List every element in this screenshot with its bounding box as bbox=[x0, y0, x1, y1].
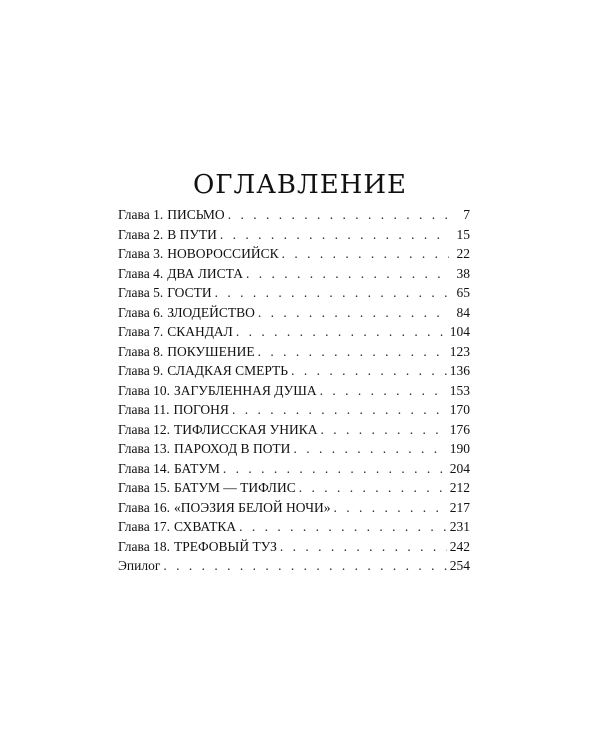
page-number: 231 bbox=[449, 519, 470, 534]
dot-leader bbox=[215, 283, 449, 303]
toc-entry bbox=[118, 556, 470, 576]
chapter-title: ПАРОХОД В ПОТИ bbox=[173, 441, 291, 456]
toc-entry bbox=[118, 322, 470, 342]
chapter-number: Глава 9. bbox=[118, 363, 164, 378]
dot-leader bbox=[223, 459, 447, 479]
chapter-title: СХВАТКА bbox=[173, 519, 237, 534]
page-number: 65 bbox=[456, 285, 470, 300]
page-number: 176 bbox=[449, 421, 470, 437]
dot-leader bbox=[232, 400, 447, 420]
dot-leader bbox=[258, 303, 449, 323]
dot-leader bbox=[258, 342, 447, 362]
page-number: 38 bbox=[456, 265, 470, 281]
chapter-number: Глава 14. bbox=[118, 460, 170, 476]
toc-entry bbox=[118, 498, 470, 518]
dot-leader bbox=[320, 420, 446, 440]
chapter-title: ЗЛОДЕЙСТВО bbox=[167, 304, 255, 320]
chapter-title: ТИФЛИССКАЯ УНИКА bbox=[173, 421, 318, 437]
chapter-title: ПИСЬМО bbox=[167, 207, 225, 222]
chapter-number: Глава 10. bbox=[118, 382, 170, 398]
chapter-title: Эпилог bbox=[118, 558, 161, 573]
dot-leader bbox=[163, 556, 446, 576]
chapter-number: Глава 5. bbox=[118, 285, 164, 300]
toc-entry bbox=[118, 361, 470, 381]
chapter-title: ДВА ЛИСТА bbox=[167, 265, 243, 281]
dot-leader bbox=[299, 478, 447, 498]
toc-entry bbox=[118, 459, 470, 479]
toc-entry bbox=[118, 205, 470, 225]
chapter-number: Глава 17. bbox=[118, 519, 170, 534]
page-title: ОГЛАВЛЕНИЕ bbox=[192, 170, 408, 201]
page-number: 204 bbox=[449, 460, 470, 476]
toc-entry bbox=[118, 478, 470, 498]
toc-entry bbox=[118, 225, 470, 245]
dot-leader bbox=[239, 517, 447, 537]
dot-leader bbox=[282, 244, 449, 264]
toc-entry bbox=[118, 342, 470, 362]
chapter-number: Глава 7. bbox=[118, 324, 164, 339]
page-number: 190 bbox=[449, 441, 470, 456]
dot-leader bbox=[293, 439, 446, 459]
toc-entry bbox=[118, 439, 470, 459]
chapter-number: Глава 11. bbox=[118, 402, 170, 417]
page-number: 22 bbox=[456, 246, 470, 261]
toc-entry bbox=[118, 264, 470, 284]
table-of-contents bbox=[118, 205, 470, 576]
chapter-title: БАТУМ bbox=[173, 460, 220, 476]
page-number: 212 bbox=[449, 480, 470, 495]
chapter-number: Глава 6. bbox=[118, 304, 164, 320]
chapter-number: Глава 8. bbox=[118, 343, 164, 359]
chapter-title: СЛАДКАЯ СМЕРТЬ bbox=[167, 363, 289, 378]
toc-entry bbox=[118, 420, 470, 440]
chapter-number: Глава 18. bbox=[118, 538, 170, 554]
chapter-title: СКАНДАЛ bbox=[167, 324, 233, 339]
chapter-title: ГОСТИ bbox=[167, 285, 212, 300]
chapter-number: Глава 15. bbox=[118, 480, 170, 495]
chapter-number: Глава 16. bbox=[118, 499, 170, 515]
toc-entry bbox=[118, 400, 470, 420]
page-number: 242 bbox=[449, 538, 470, 554]
chapter-title: ЗАГУБЛЕННАЯ ДУША bbox=[173, 382, 317, 398]
page-number: 123 bbox=[449, 343, 470, 359]
dot-leader bbox=[236, 322, 447, 342]
page-number: 84 bbox=[456, 304, 470, 320]
chapter-number: Глава 3. bbox=[118, 246, 164, 261]
toc-entry bbox=[118, 303, 470, 323]
dot-leader bbox=[320, 381, 447, 401]
chapter-title: «ПОЭЗИЯ БЕЛОЙ НОЧИ» bbox=[173, 499, 331, 515]
page-number: 170 bbox=[449, 402, 470, 417]
page-number: 15 bbox=[456, 226, 470, 242]
dot-leader bbox=[246, 264, 449, 284]
chapter-number: Глава 4. bbox=[118, 265, 164, 281]
toc-entry bbox=[118, 517, 470, 537]
page-number: 254 bbox=[449, 558, 470, 573]
toc-entry bbox=[118, 381, 470, 401]
chapter-number: Глава 1. bbox=[118, 207, 164, 222]
page-number: 104 bbox=[449, 324, 470, 339]
page-number: 7 bbox=[463, 207, 470, 222]
chapter-number: Глава 12. bbox=[118, 421, 170, 437]
chapter-number: Глава 2. bbox=[118, 226, 164, 242]
dot-leader bbox=[333, 498, 446, 518]
page-number: 217 bbox=[449, 499, 470, 515]
chapter-number: Глава 13. bbox=[118, 441, 170, 456]
chapter-title: БАТУМ — ТИФЛИС bbox=[173, 480, 296, 495]
toc-entry bbox=[118, 283, 470, 303]
chapter-title: ПОГОНЯ bbox=[173, 402, 229, 417]
chapter-title: ТРЕФОВЫЙ ТУЗ bbox=[173, 538, 277, 554]
chapter-title: В ПУТИ bbox=[167, 226, 217, 242]
chapter-title: ПОКУШЕНИЕ bbox=[167, 343, 255, 359]
dot-leader bbox=[280, 537, 447, 557]
toc-entry bbox=[118, 244, 470, 264]
dot-leader bbox=[291, 361, 447, 381]
chapter-title: НОВОРОССИЙСК bbox=[167, 246, 279, 261]
page-number: 136 bbox=[449, 363, 470, 378]
dot-leader bbox=[220, 225, 449, 245]
dot-leader bbox=[228, 205, 449, 225]
page-number: 153 bbox=[449, 382, 470, 398]
toc-entry bbox=[118, 537, 470, 557]
